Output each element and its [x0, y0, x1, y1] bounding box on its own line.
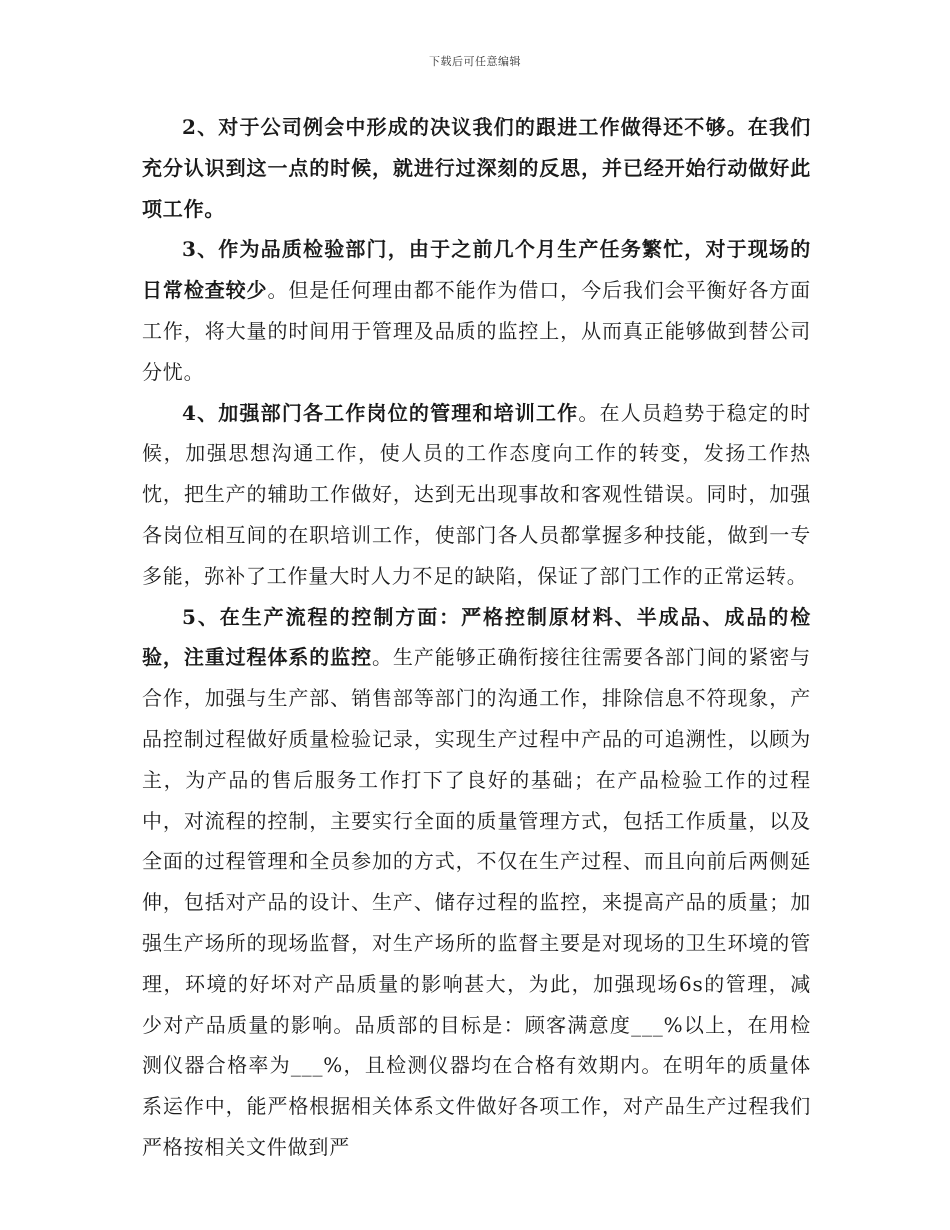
paragraph-5-bold-lead: 5、在生产流程的控制方面：严格控制原材料、半成品、成品的检验，注重过程体系的监控	[142, 604, 811, 670]
paragraph-3-bold-lead: 3、作为品质检验部门，由于之前几个月生产任务繁忙，对于现场的日常检查较少	[142, 237, 811, 303]
paragraph-2	[142, 107, 811, 229]
paragraph-4-text: 。在人员趋势于稳定的时候，加强思想沟通工作，使人员的工作态度向工作的转变，发扬工作热忱，把生产的辅助工作做好，达到无出现事故和客观性错误。同时，加强各岗位相互间的在职培训工作，使部门各人员都掌握多种技能，做到一专多能，弥补了工作量大时人力不足的缺陷，保证了部门工作的正常运转。	[142, 400, 811, 588]
paragraph-5-text: 。生产能够正确衔接往往需要各部门间的紧密与合作，加强与生产部、销售部等部门的沟通工作，排除信息不符现象，产品控制过程做好质量检验记录，实现生产过程中产品的可追溯性，以顾为主，为产品的售后服务工作打下了良好的基础；在产品检验工作的过程中，对流程的控制，主要实行全面的质量管理方式，包括工作质量，以及全面的过程管理和全员参加的方式，不仅在生产过程、而且向前后两侧延伸，包括对产品的设计、生产、储存过程的监控，来提高产品的质量；加强生产场所的现场监督，对生产场所的监督主要是对现场的卫生环境的管理，环境的好坏对产品质量的影响甚大，为此，加强现场6s的管理，减少对产品质量的影响。品质部的目标是：顾客满意度___%以上，在用检测仪器合格率为___%，且检测仪器均在合格有效期内。在明年的质量体系运作中，能严格根据相关体系文件做好各项工作，对产品生产过程我们严格按相关文件做到严	[142, 645, 811, 1159]
document-body	[142, 107, 811, 1168]
header-note: 下载后可任意编辑	[429, 55, 521, 68]
paragraph-3	[142, 229, 811, 392]
paragraph-4	[142, 393, 811, 597]
paragraph-3-text: 。但是任何理由都不能作为借口，今后我们会平衡好各方面工作，将大量的时间用于管理及品质的监控上，从而真正能够做到替公司分忧。	[142, 278, 811, 384]
paragraph-5	[142, 597, 811, 1168]
paragraph-4-bold-lead: 4、加强部门各工作岗位的管理和培训工作	[182, 400, 579, 425]
paragraph-2-bold-lead: 2、对于公司例会中形成的决议我们的跟进工作做得还不够。在我们充分认识到这一点的时候，就进行过深刻的反思，并已经开始行动做好此项工作。	[142, 115, 811, 221]
